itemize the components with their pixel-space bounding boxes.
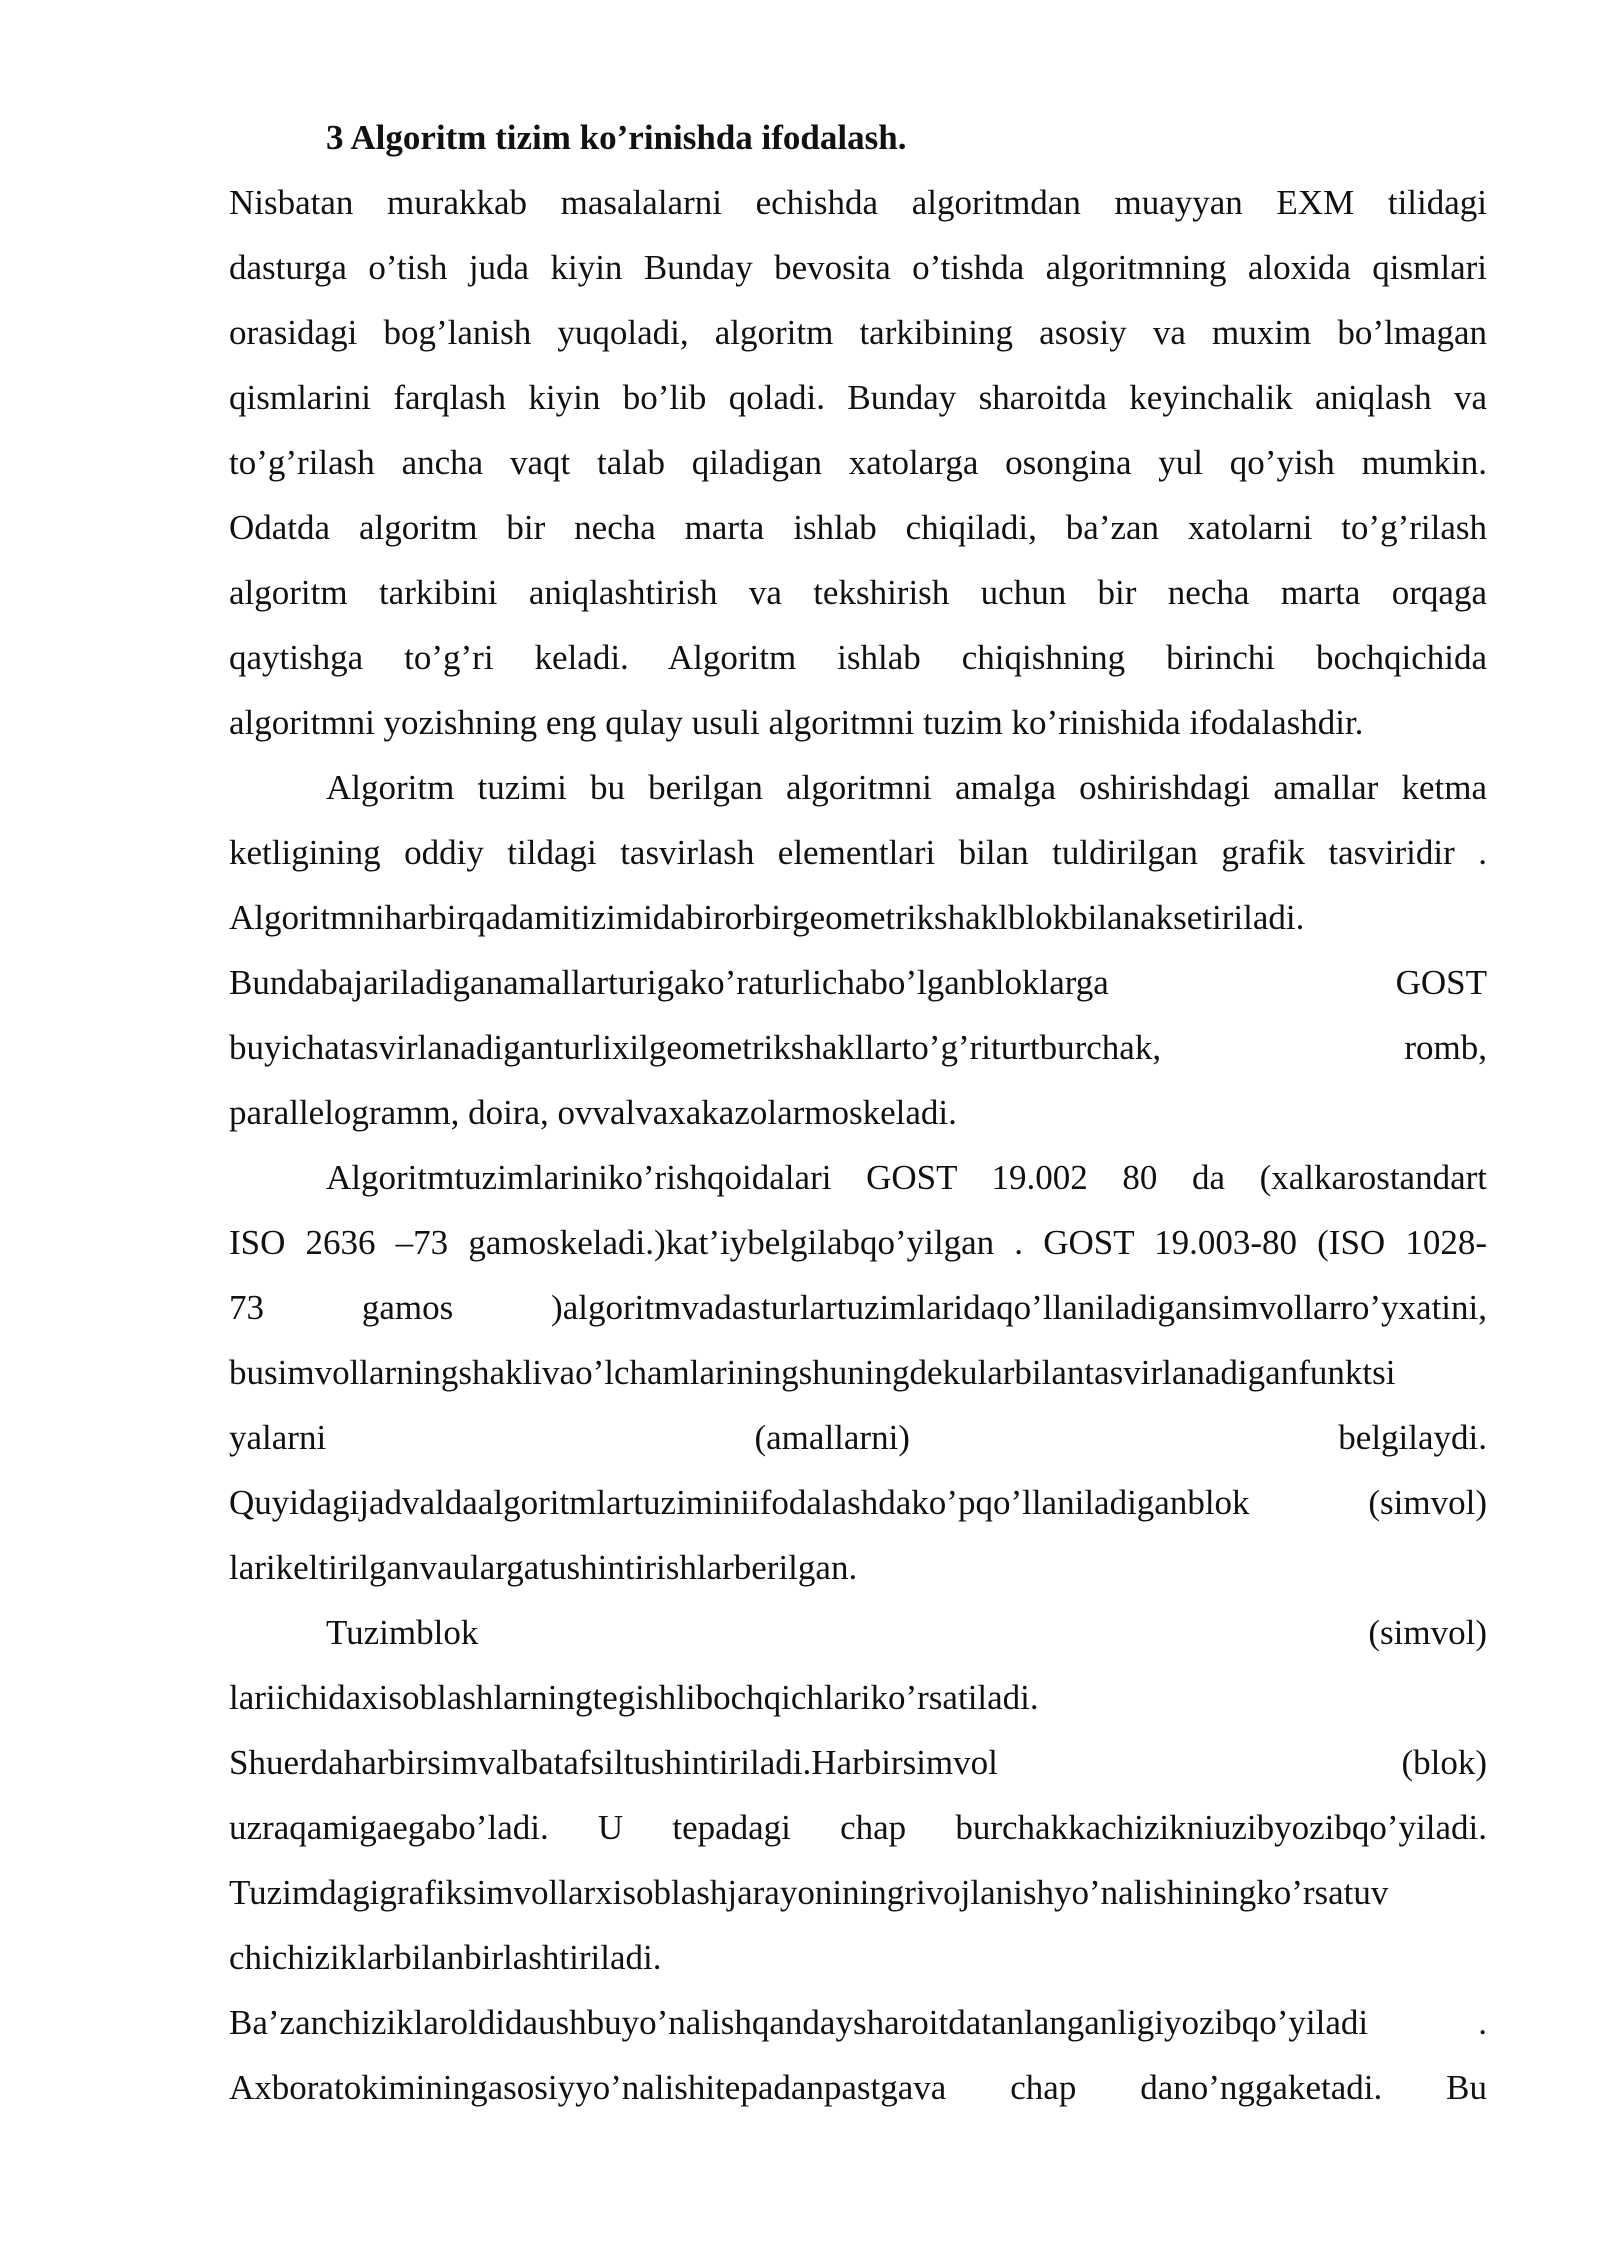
paragraph-line: Odatda algoritm bir necha marta ishlab chiqiladi, ba’zan xatolarni to’g’rilash bbox=[229, 508, 1487, 547]
paragraph-line: Algoritmtuzimlariniko’rishqoidalari GOST 19.002 80 da (xalkarostandart bbox=[326, 1158, 1487, 1197]
paragraph-line: larikeltirilganvaulargatushintirishlarberilgan. bbox=[229, 1548, 858, 1587]
paragraph-line: uzraqamigaegabo’ladi. U tepadagi chap burchakkachizikniuzibyozibqo’yiladi. bbox=[229, 1808, 1487, 1847]
paragraph-line: Bundabajariladiganamallarturigako’raturlichabo’lganbloklarga GOST bbox=[229, 963, 1487, 1002]
paragraph-line: to’g’rilash ancha vaqt talab qiladigan xatolarga osongina yul qo’yish mumkin. bbox=[229, 443, 1487, 482]
paragraph-line: chichiziklarbilanbirlashtiriladi. bbox=[229, 1938, 662, 1977]
paragraph-line: Algoritmniharbirqadamitizimidabirorbirgeometrikshaklblokbilanaksetiriladi. bbox=[229, 898, 1305, 937]
paragraph-line: Ba’zanchiziklaroldidaushbuyo’nalishqandaysharoitdatanlanganligiyozibqo’yiladi . bbox=[229, 2003, 1487, 2042]
paragraph-line: algoritmni yozishning eng qulay usuli algoritmni tuzim ko’rinishida ifodalashdir. bbox=[229, 703, 1364, 742]
section-heading: 3 Algoritm tizim ko’rinishda ifodalash. bbox=[326, 118, 907, 157]
paragraph-line: busimvollarningshaklivao’lchamlariningshuningdekularbilantasvirlanadiganfunktsi bbox=[229, 1353, 1396, 1392]
paragraph-line: dasturga o’tish juda kiyin Bunday bevosita o’tishda algoritmning aloxida qismlari bbox=[229, 248, 1487, 287]
paragraph-line: ISO 2636 –73 gamoskeladi.)kat’iybelgilabqo’yilgan . GOST 19.003-80 (ISO 1028- bbox=[229, 1223, 1487, 1262]
paragraph-line: buyichatasvirlanadiganturlixilgeometrikshakllarto’g’riturtburchak, romb, bbox=[229, 1028, 1487, 1067]
paragraph-line: lariichidaxisoblashlarningtegishlibochqichlariko’rsatiladi. bbox=[229, 1678, 1039, 1717]
paragraph-line: Algoritm tuzimi bu berilgan algoritmni amalga oshirishdagi amallar ketma bbox=[326, 768, 1487, 807]
paragraph-line: yalarni (amallarni) belgilaydi. bbox=[229, 1418, 1487, 1457]
paragraph-line: 73 gamos )algoritmvadasturlartuzimlaridaqo’llaniladigansimvollarro’yxatini, bbox=[229, 1288, 1487, 1327]
paragraph-line: orasidagi bog’lanish yuqoladi, algoritm tarkibining asosiy va muxim bo’lmagan bbox=[229, 313, 1487, 352]
paragraph-line: Nisbatan murakkab masalalarni echishda algoritmdan muayyan EXM tilidagi bbox=[229, 183, 1487, 222]
paragraph-line: ketligining oddiy tildagi tasvirlash elementlari bilan tuldirilgan grafik tasviridir . bbox=[229, 833, 1487, 872]
paragraph-line: algoritm tarkibini aniqlashtirish va tekshirish uchun bir necha marta orqaga bbox=[229, 573, 1487, 612]
paragraph-line: qismlarini farqlash kiyin bo’lib qoladi. Bunday sharoitda keyinchalik aniqlash va bbox=[229, 378, 1487, 417]
paragraph-line: parallelogramm, doira, ovvalvaxakazolarmoskeladi. bbox=[229, 1093, 957, 1132]
paragraph-line: Shuerdaharbirsimvalbatafsiltushintiriladi.Harbirsimvol (blok) bbox=[229, 1743, 1487, 1782]
paragraph-line: Quyidagijadvaldaalgoritmlartuziminiifodalashdako’pqo’llaniladiganblok (simvol) bbox=[229, 1483, 1487, 1522]
paragraph-line: Tuzimblok (simvol) bbox=[326, 1613, 1487, 1652]
paragraph-line: Tuzimdagigrafiksimvollarxisoblashjarayoniningrivojlanishyo’nalishiningko’rsatuv bbox=[229, 1873, 1389, 1912]
paragraph-line: Axboratokiminingasosiyyo’nalishitepadanpastgava chap dano’nggaketadi. Bu bbox=[229, 2068, 1487, 2107]
paragraph-line: qaytishga to’g’ri keladi. Algoritm ishlab chiqishning birinchi bochqichida bbox=[229, 638, 1487, 677]
